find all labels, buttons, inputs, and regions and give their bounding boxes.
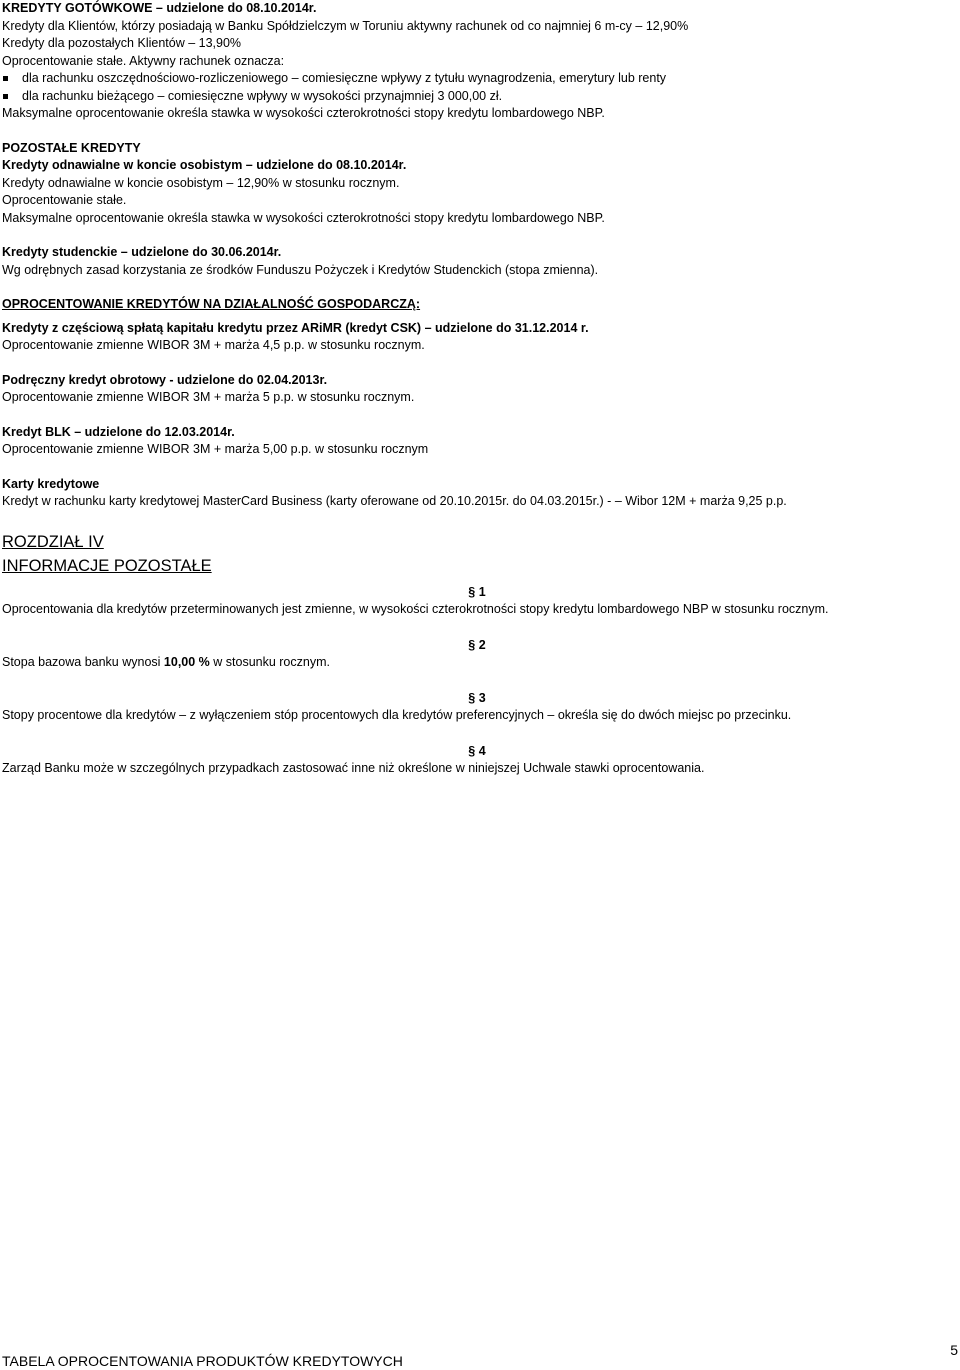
- text-line: Kredyty dla pozostałych Klientów – 13,90%: [2, 36, 242, 50]
- bullet-square-icon: [3, 76, 8, 81]
- chapter-subtitle: INFORMACJE POZOSTAŁE: [2, 556, 212, 575]
- page-number: 5: [950, 1342, 958, 1358]
- bullet-text: dla rachunku bieżącego – comiesięczne wpływy w wysokości przynajmniej 3 000,00 zł.: [22, 88, 503, 103]
- subsection-heading: Kredyty odnawialne w koncie osobistym – udzielone do 08.10.2014r.: [2, 158, 407, 172]
- subsection-heading: Podręczny kredyt obrotowy - udzielone do 02.04.2013r.: [2, 372, 328, 387]
- paragraph-number: § 4: [468, 743, 486, 758]
- text-line: Maksymalne oprocentowanie określa stawka w wysokości czterokrotności stopy kredytu lombardowego NBP.: [2, 210, 605, 225]
- paragraph-text-part: Stopa bazowa banku wynosi: [2, 655, 164, 669]
- subsection-heading: Karty kredytowe: [2, 476, 100, 491]
- document-content: [2, 0, 952, 778]
- bullet-item: [2, 88, 952, 106]
- base-rate-value: 10,00 %: [163, 655, 210, 669]
- paragraph-text: Oprocentowania dla kredytów przeterminowanych jest zmienne, w wysokości czterokrotności stopy kredytu lombardowego NBP w stosunku rocznym.: [2, 602, 829, 616]
- chapter-title: ROZDZIAŁ IV: [2, 532, 104, 551]
- text-line: Oprocentowanie stałe.: [2, 193, 127, 207]
- subsection-heading: Kredyt BLK – udzielone do 12.03.2014r.: [2, 424, 235, 439]
- footer-title: TABELA OPROCENTOWANIA PRODUKTÓW KREDYTOWYCH: [2, 1353, 403, 1369]
- paragraph-number: § 3: [468, 690, 486, 705]
- paragraph-text: [2, 654, 952, 672]
- text-line: Kredyty dla Klientów, którzy posiadają w Banku Spółdzielczym w Toruniu aktywny rachunek od co najmniej 6 m-cy – 12,90%: [2, 18, 689, 33]
- text-line: Kredyty odnawialne w koncie osobistym – 12,90% w stosunku rocznym.: [2, 175, 400, 190]
- subsection-heading: Kredyty studenckie – udzielone do 30.06.2014r.: [2, 245, 282, 259]
- section-heading-pozostale: POZOSTAŁE KREDYTY: [2, 140, 141, 155]
- text-line: Oprocentowanie zmienne WIBOR 3M + marża 4,5 p.p. w stosunku rocznym.: [2, 338, 425, 352]
- text-line: Maksymalne oprocentowanie określa stawka w wysokości czterokrotności stopy kredytu lombardowego NBP.: [2, 106, 605, 120]
- subsection-heading: Kredyty z częściową spłatą kapitału kredytu przez ARiMR (kredyt CSK) – udzielone do 31.12.2014 r.: [2, 320, 589, 335]
- text-line: Oprocentowanie zmienne WIBOR 3M + marża 5 p.p. w stosunku rocznym.: [2, 390, 415, 404]
- text-line: Wg odrębnych zasad korzystania ze środków Funduszu Pożyczek i Kredytów Studenckich (stopa zmienna).: [2, 262, 599, 277]
- bullet-item: [2, 70, 952, 88]
- paragraph-text: Stopy procentowe dla kredytów – z wyłączeniem stóp procentowych dla kredytów preferencyjnych – określa się do dwóch miejsc po przecinku.: [2, 708, 792, 722]
- section-heading-dzialalnosc: OPROCENTOWANIE KREDYTÓW NA DZIAŁALNOŚĆ GOSPODARCZĄ:: [2, 297, 421, 311]
- paragraph-number: § 2: [468, 637, 486, 652]
- paragraph-text-part: w stosunku rocznym.: [209, 655, 330, 669]
- paragraph-text: Zarząd Banku może w szczególnych przypadkach zastosować inne niż określone w niniejszej Uchwale stawki oprocentowania.: [2, 761, 705, 775]
- text-line: Kredyt w rachunku karty kredytowej MasterCard Business (karty oferowane od 20.10.2015r. do 04.03.2015r.) - – Wibor 12M + marża 9,25 p.p.: [2, 494, 787, 508]
- paragraph-number: § 1: [468, 584, 486, 599]
- text-line: Oprocentowanie stałe. Aktywny rachunek oznacza:: [2, 53, 285, 68]
- text-line: Oprocentowanie zmienne WIBOR 3M + marża 5,00 p.p. w stosunku rocznym: [2, 442, 429, 456]
- bullet-text: dla rachunku oszczędnościowo-rozliczeniowego – comiesięczne wpływy z tytułu wynagrodzenia, emerytury lub renty: [22, 71, 667, 85]
- bullet-square-icon: [3, 94, 8, 99]
- section-heading-gotowkowe: KREDYTY GOTÓWKOWE – udzielone do 08.10.2014r.: [2, 1, 317, 15]
